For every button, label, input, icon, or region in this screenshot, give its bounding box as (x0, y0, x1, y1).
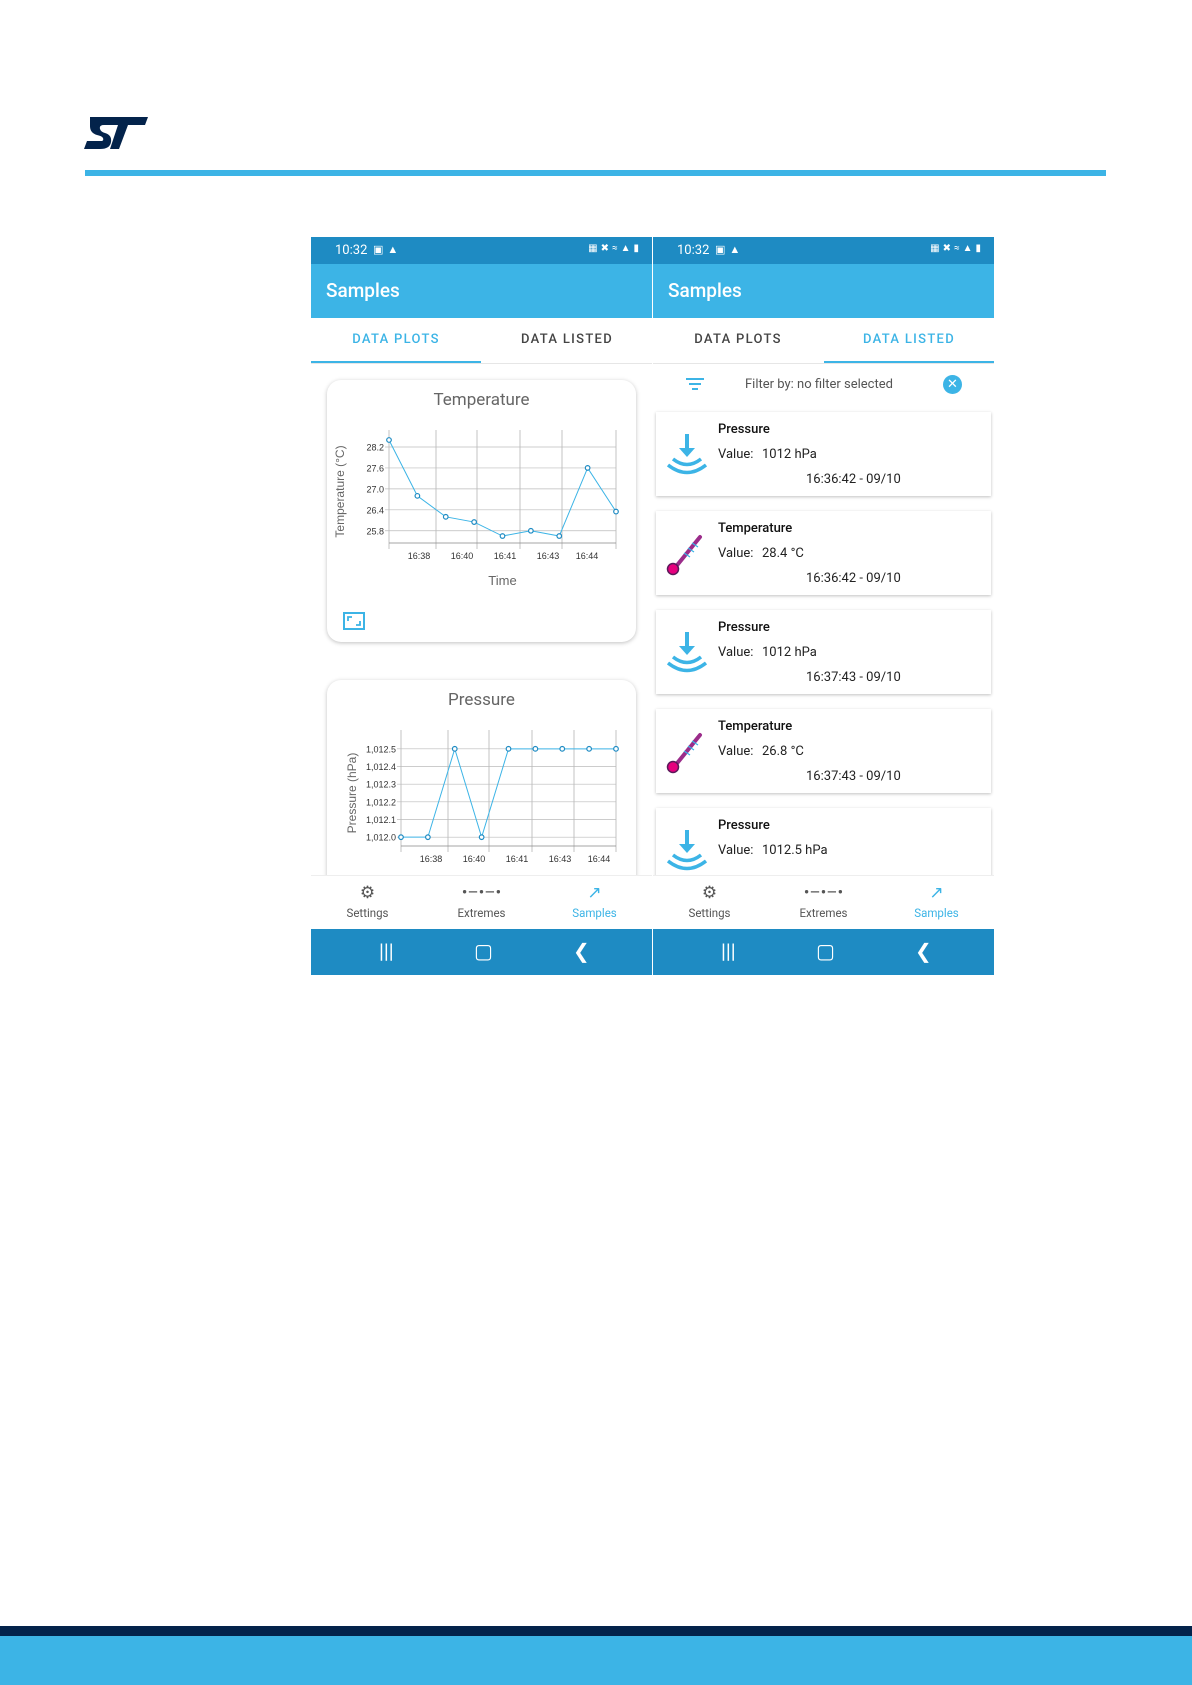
x-tick-label: 16:44 (587, 854, 611, 864)
notification-icons: ▣▲ (373, 243, 403, 256)
data-point (587, 747, 592, 752)
status-bar (653, 237, 994, 264)
x-tick-label: 16:38 (407, 551, 431, 561)
value-label: Value: (718, 546, 754, 561)
data-point (415, 494, 420, 499)
y-tick-label: 28.2 (366, 442, 384, 453)
sample-value: 26.8 °C (762, 744, 804, 759)
data-point (533, 747, 538, 752)
phone-data-plots (311, 237, 652, 975)
y-axis-label: Temperature (°C) (333, 445, 347, 538)
dots-line-icon: •–•–• (803, 883, 844, 903)
data-point (529, 528, 534, 533)
nav-label: Extremes (799, 906, 848, 920)
home-icon[interactable]: ▢ (816, 939, 835, 963)
tab-data-listed[interactable]: DATA LISTED (824, 318, 994, 363)
tab-bar (653, 318, 994, 364)
recent-apps-icon[interactable]: ||| (721, 939, 736, 963)
sample-value: 1012 hPa (762, 447, 817, 462)
filter-bar (653, 363, 994, 407)
nav-label: Samples (914, 906, 959, 920)
phone-data-listed (653, 237, 994, 975)
value-label: Value: (718, 843, 754, 858)
nav-label: Extremes (457, 906, 506, 920)
header-rule (85, 170, 1106, 176)
data-point (387, 438, 392, 443)
y-tick-label: 1,012.3 (365, 779, 396, 790)
series-line (389, 440, 616, 536)
y-axis-label: Pressure (hPa) (345, 752, 359, 834)
x-tick-label: 16:43 (536, 551, 560, 561)
sample-name: Temperature (718, 719, 793, 734)
system-status-icons: ▦✖≈▲▮ (588, 243, 642, 254)
data-point (500, 534, 505, 539)
sample-name: Temperature (718, 521, 793, 536)
thermometer-icon (664, 729, 710, 775)
sample-value: 1012.5 hPa (762, 843, 828, 858)
series-line (401, 749, 616, 837)
status-time: 10:32 (677, 243, 710, 258)
data-point (585, 466, 590, 471)
pressure-icon (664, 828, 710, 874)
y-tick-label: 1,012.0 (365, 832, 396, 843)
x-axis-label: Time (488, 573, 517, 588)
st-logo (84, 114, 150, 150)
list-item[interactable] (656, 511, 991, 595)
sample-timestamp: 16:36:42 - 09/10 (806, 571, 901, 586)
data-point (443, 515, 448, 520)
sample-timestamp: 16:36:42 - 09/10 (806, 472, 901, 487)
pressure-icon (664, 630, 710, 676)
system-status-icons: ▦✖≈▲▮ (930, 243, 984, 254)
sample-value: 1012 hPa (762, 645, 817, 660)
data-point (452, 747, 457, 752)
footer-stripe (0, 1626, 1192, 1636)
data-point (614, 509, 619, 514)
tab-data-plots[interactable]: DATA PLOTS (311, 318, 481, 363)
tab-data-plots[interactable]: DATA PLOTS (694, 332, 782, 347)
notification-icons: ▣▲ (715, 243, 745, 256)
nav-label: Settings (346, 906, 389, 920)
footer-band (0, 1636, 1192, 1685)
gear-icon: ⚙ (701, 883, 718, 903)
value-label: Value: (718, 645, 754, 660)
filter-status: Filter by: no filter selected (745, 377, 893, 392)
nav-label: Samples (572, 906, 617, 920)
chart-title: Temperature (433, 390, 530, 410)
sample-value: 28.4 °C (762, 546, 804, 561)
pressure-icon (664, 432, 710, 478)
nav-extremes[interactable] (425, 880, 538, 920)
data-point (560, 747, 565, 752)
system-nav-bar (653, 929, 994, 975)
dots-line-icon: •–•–• (461, 883, 502, 903)
data-point (614, 747, 619, 752)
data-point (472, 520, 477, 525)
nav-samples[interactable] (538, 880, 651, 920)
sample-name: Pressure (718, 620, 770, 635)
data-point (557, 534, 562, 539)
bottom-nav (653, 875, 994, 930)
list-item[interactable] (656, 610, 991, 694)
x-tick-label: 16:38 (419, 854, 443, 864)
clear-filter-icon[interactable]: ✕ (943, 375, 962, 394)
x-tick-label: 16:41 (505, 854, 529, 864)
trend-icon: ↗ (587, 883, 602, 903)
data-point (399, 835, 404, 840)
status-bar (311, 237, 652, 264)
x-tick-label: 16:40 (450, 551, 474, 561)
nav-settings[interactable] (653, 880, 766, 920)
recent-apps-icon[interactable]: ||| (379, 939, 394, 963)
nav-extremes[interactable] (767, 880, 880, 920)
y-tick-label: 1,012.2 (365, 797, 396, 808)
y-tick-label: 27.0 (366, 484, 384, 495)
chart-title: Pressure (448, 690, 515, 710)
home-icon[interactable]: ▢ (474, 939, 493, 963)
app-bar (311, 264, 652, 318)
bottom-nav (311, 875, 652, 930)
nav-settings[interactable] (311, 880, 424, 920)
nav-label: Settings (688, 906, 731, 920)
system-nav-bar (311, 929, 652, 975)
temperature-chart (327, 380, 636, 642)
nav-samples[interactable] (880, 880, 993, 920)
app-bar-title: Samples (668, 279, 742, 302)
data-point (426, 835, 431, 840)
x-tick-label: 16:44 (575, 551, 599, 561)
list-item[interactable] (656, 709, 991, 793)
filter-icon[interactable] (686, 377, 704, 391)
list-item[interactable] (656, 412, 991, 496)
gear-icon: ⚙ (359, 883, 376, 903)
y-tick-label: 1,012.1 (365, 815, 396, 825)
x-tick-label: 16:41 (493, 551, 517, 561)
status-time: 10:32 (335, 243, 368, 258)
x-tick-label: 16:43 (548, 854, 572, 864)
expand-icon[interactable] (343, 612, 365, 630)
sample-name: Pressure (718, 422, 770, 437)
back-icon[interactable]: ❮ (915, 939, 932, 963)
temperature-chart-card[interactable] (327, 380, 636, 642)
sample-timestamp: 16:37:43 - 09/10 (806, 670, 901, 685)
thermometer-icon (664, 531, 710, 577)
y-tick-label: 1,012.4 (365, 762, 396, 772)
sample-name: Pressure (718, 818, 770, 833)
y-tick-label: 26.4 (366, 505, 384, 516)
data-point (506, 747, 511, 752)
data-point (479, 835, 484, 840)
app-bar-title: Samples (326, 279, 400, 302)
y-tick-label: 27.6 (366, 463, 384, 474)
app-bar (653, 264, 994, 318)
y-tick-label: 1,012.5 (365, 744, 396, 755)
back-icon[interactable]: ❮ (573, 939, 590, 963)
sample-timestamp: 16:37:43 - 09/10 (806, 769, 901, 784)
value-label: Value: (718, 447, 754, 462)
tab-bar (311, 318, 652, 364)
tab-data-listed[interactable]: DATA LISTED (521, 332, 613, 347)
y-tick-label: 25.8 (366, 526, 384, 537)
trend-icon: ↗ (929, 883, 944, 903)
value-label: Value: (718, 744, 754, 759)
x-tick-label: 16:40 (462, 854, 486, 864)
